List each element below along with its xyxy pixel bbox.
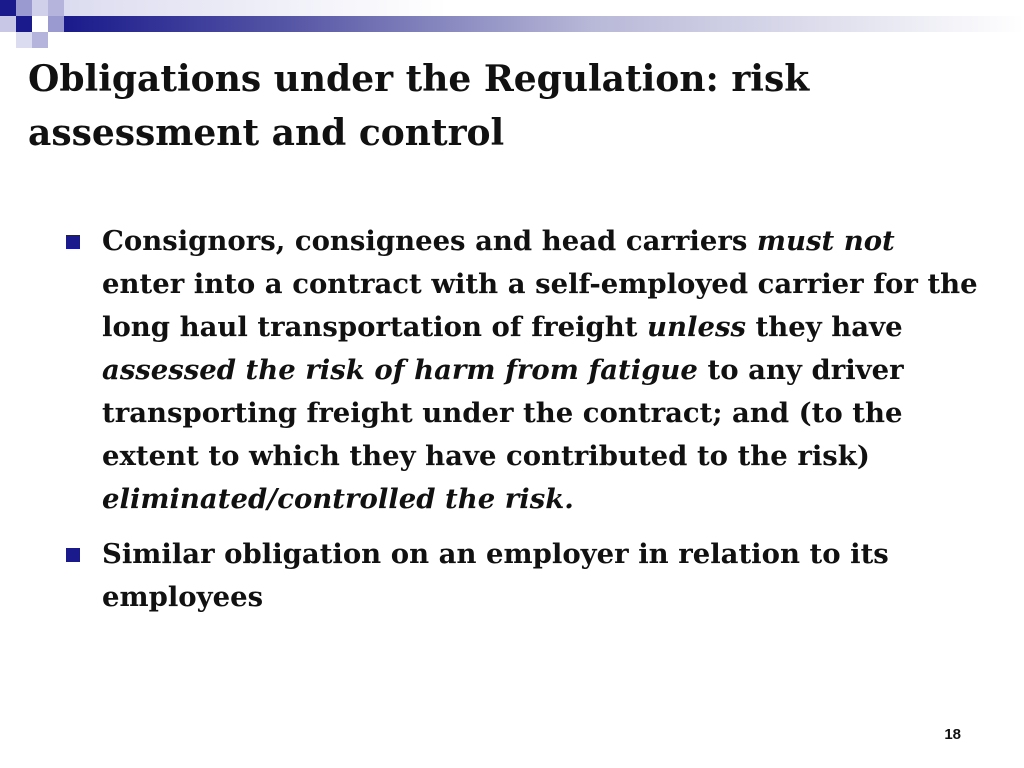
bullet-text [102,538,889,613]
decor-square [0,16,16,32]
text-run: they have [745,311,903,343]
square-bullet-icon [66,548,80,562]
page-number: 18 [944,726,961,743]
bullet-item [64,220,984,521]
text-run: Consignors, consignees and head carriers [102,225,757,257]
emphasis-run: unless [647,311,746,343]
decor-square [32,0,48,16]
decor-square [48,16,64,32]
text-run: enter into a contract with a self-employed carrier for the long haul transportation of freight [102,268,978,343]
text-run: to any driver transporting freight under the contract; and (to the extent to which they have contributed to the risk) [102,354,904,472]
decor-square [48,0,64,16]
slide-title: Obligations under the Regulation: risk assessment and control [28,58,810,154]
bullet-list [64,220,984,631]
decor-square [16,0,32,16]
header-gradient-band [64,0,1024,16]
decor-square [16,32,32,48]
decor-square [0,0,16,16]
square-bullet-icon [66,235,80,249]
bullet-text [102,225,978,515]
decor-square [32,32,48,48]
header-gradient-bar [64,16,1024,32]
decor-square [16,16,32,32]
emphasis-run: must not [756,225,895,257]
bullet-item [64,533,984,619]
emphasis-run: eliminated/controlled the risk. [102,483,574,515]
text-run: Similar obligation on an employer in relation to its employees [102,538,889,613]
emphasis-run: assessed the risk of harm from fatigue [102,354,708,386]
